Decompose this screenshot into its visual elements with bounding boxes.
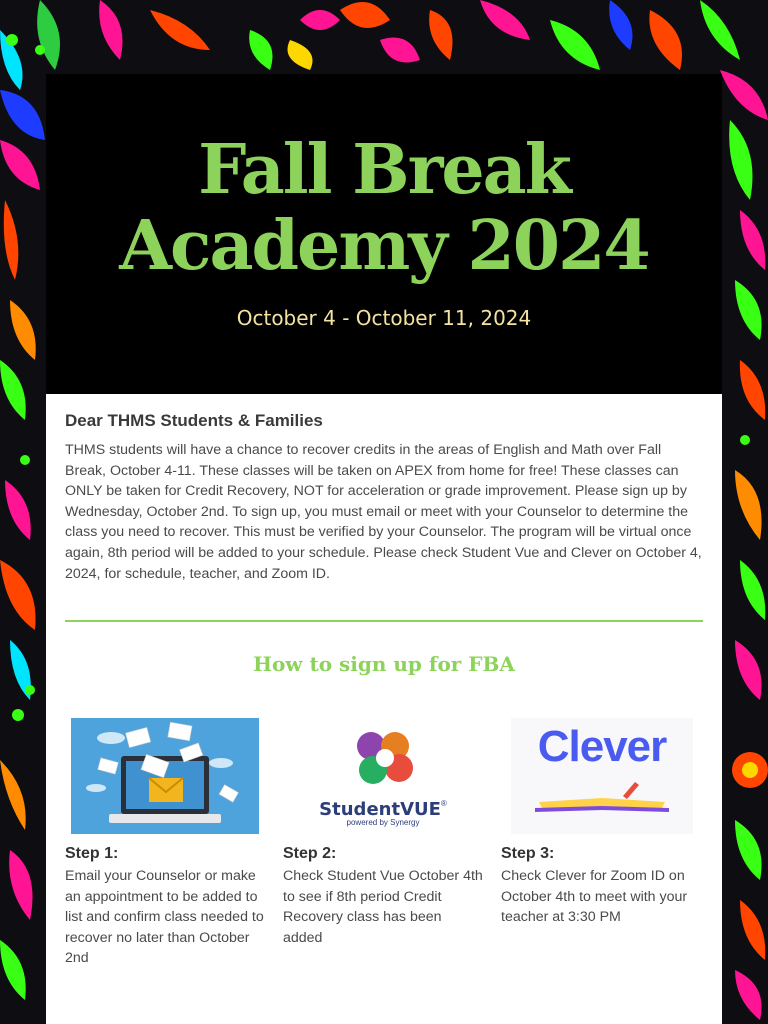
studentvue-tagline: powered by Synergy: [346, 818, 420, 827]
studentvue-logo: [289, 718, 477, 834]
step-2-text: Check Student Vue October 4th to see if 8th period Credit Recovery class has been added: [283, 868, 483, 946]
how-to-heading: How to sign up for FBA: [253, 652, 515, 676]
clever-wordmark: Clever: [537, 722, 667, 771]
greeting-heading: Dear THMS Students & Families: [65, 411, 323, 430]
studentvue-trademark: ®: [440, 799, 447, 808]
hero-dates: October 4 - October 11, 2024: [236, 306, 532, 330]
step-3-text: Check Clever for Zoom ID on October 4th to meet with your teacher at 3:30 PM: [501, 868, 688, 926]
studentvue-emblem: [289, 718, 477, 798]
intro-paragraph: THMS students will have a chance to recover credits in the areas of English and Math over Fall Break, October 4-11. These classes will be taken on APEX from home for free! These classes can ONLY be taken for Credit Recovery, NOT for acceleration or grade improvement. Please sign up by Wednesday, October 2nd. To sign up, you must email or meet with your Counselor to determine the class you need to recover. This must be verified by your Counselor. The program will be virtual once again, 8th period will be added to your schedule. Please check Student Vue and Clever on October 4, 2024, for schedule, teacher, and Zoom ID.: [65, 442, 702, 582]
email-laptop-illustration: [71, 718, 259, 834]
hero-title-line2: Academy 2024: [119, 206, 649, 286]
step-1-label: Step 1:: [65, 845, 119, 862]
step-3-label: Step 3:: [501, 845, 555, 862]
open-book-icon: [511, 772, 693, 822]
newsletter-card: [46, 74, 722, 1024]
section-divider: [65, 620, 703, 622]
studentvue-wordmark: StudentVUE: [319, 799, 441, 820]
hero-title: [46, 132, 722, 284]
clever-logo: [511, 718, 693, 834]
step-2-label: Step 2:: [283, 845, 337, 862]
hero-banner: [46, 74, 722, 394]
hero-title-line1: Fall Break: [198, 130, 570, 210]
step-1-text: Email your Counselor or make an appointment to be added to list and confirm class needed to recover no later than October 2nd: [65, 868, 264, 967]
